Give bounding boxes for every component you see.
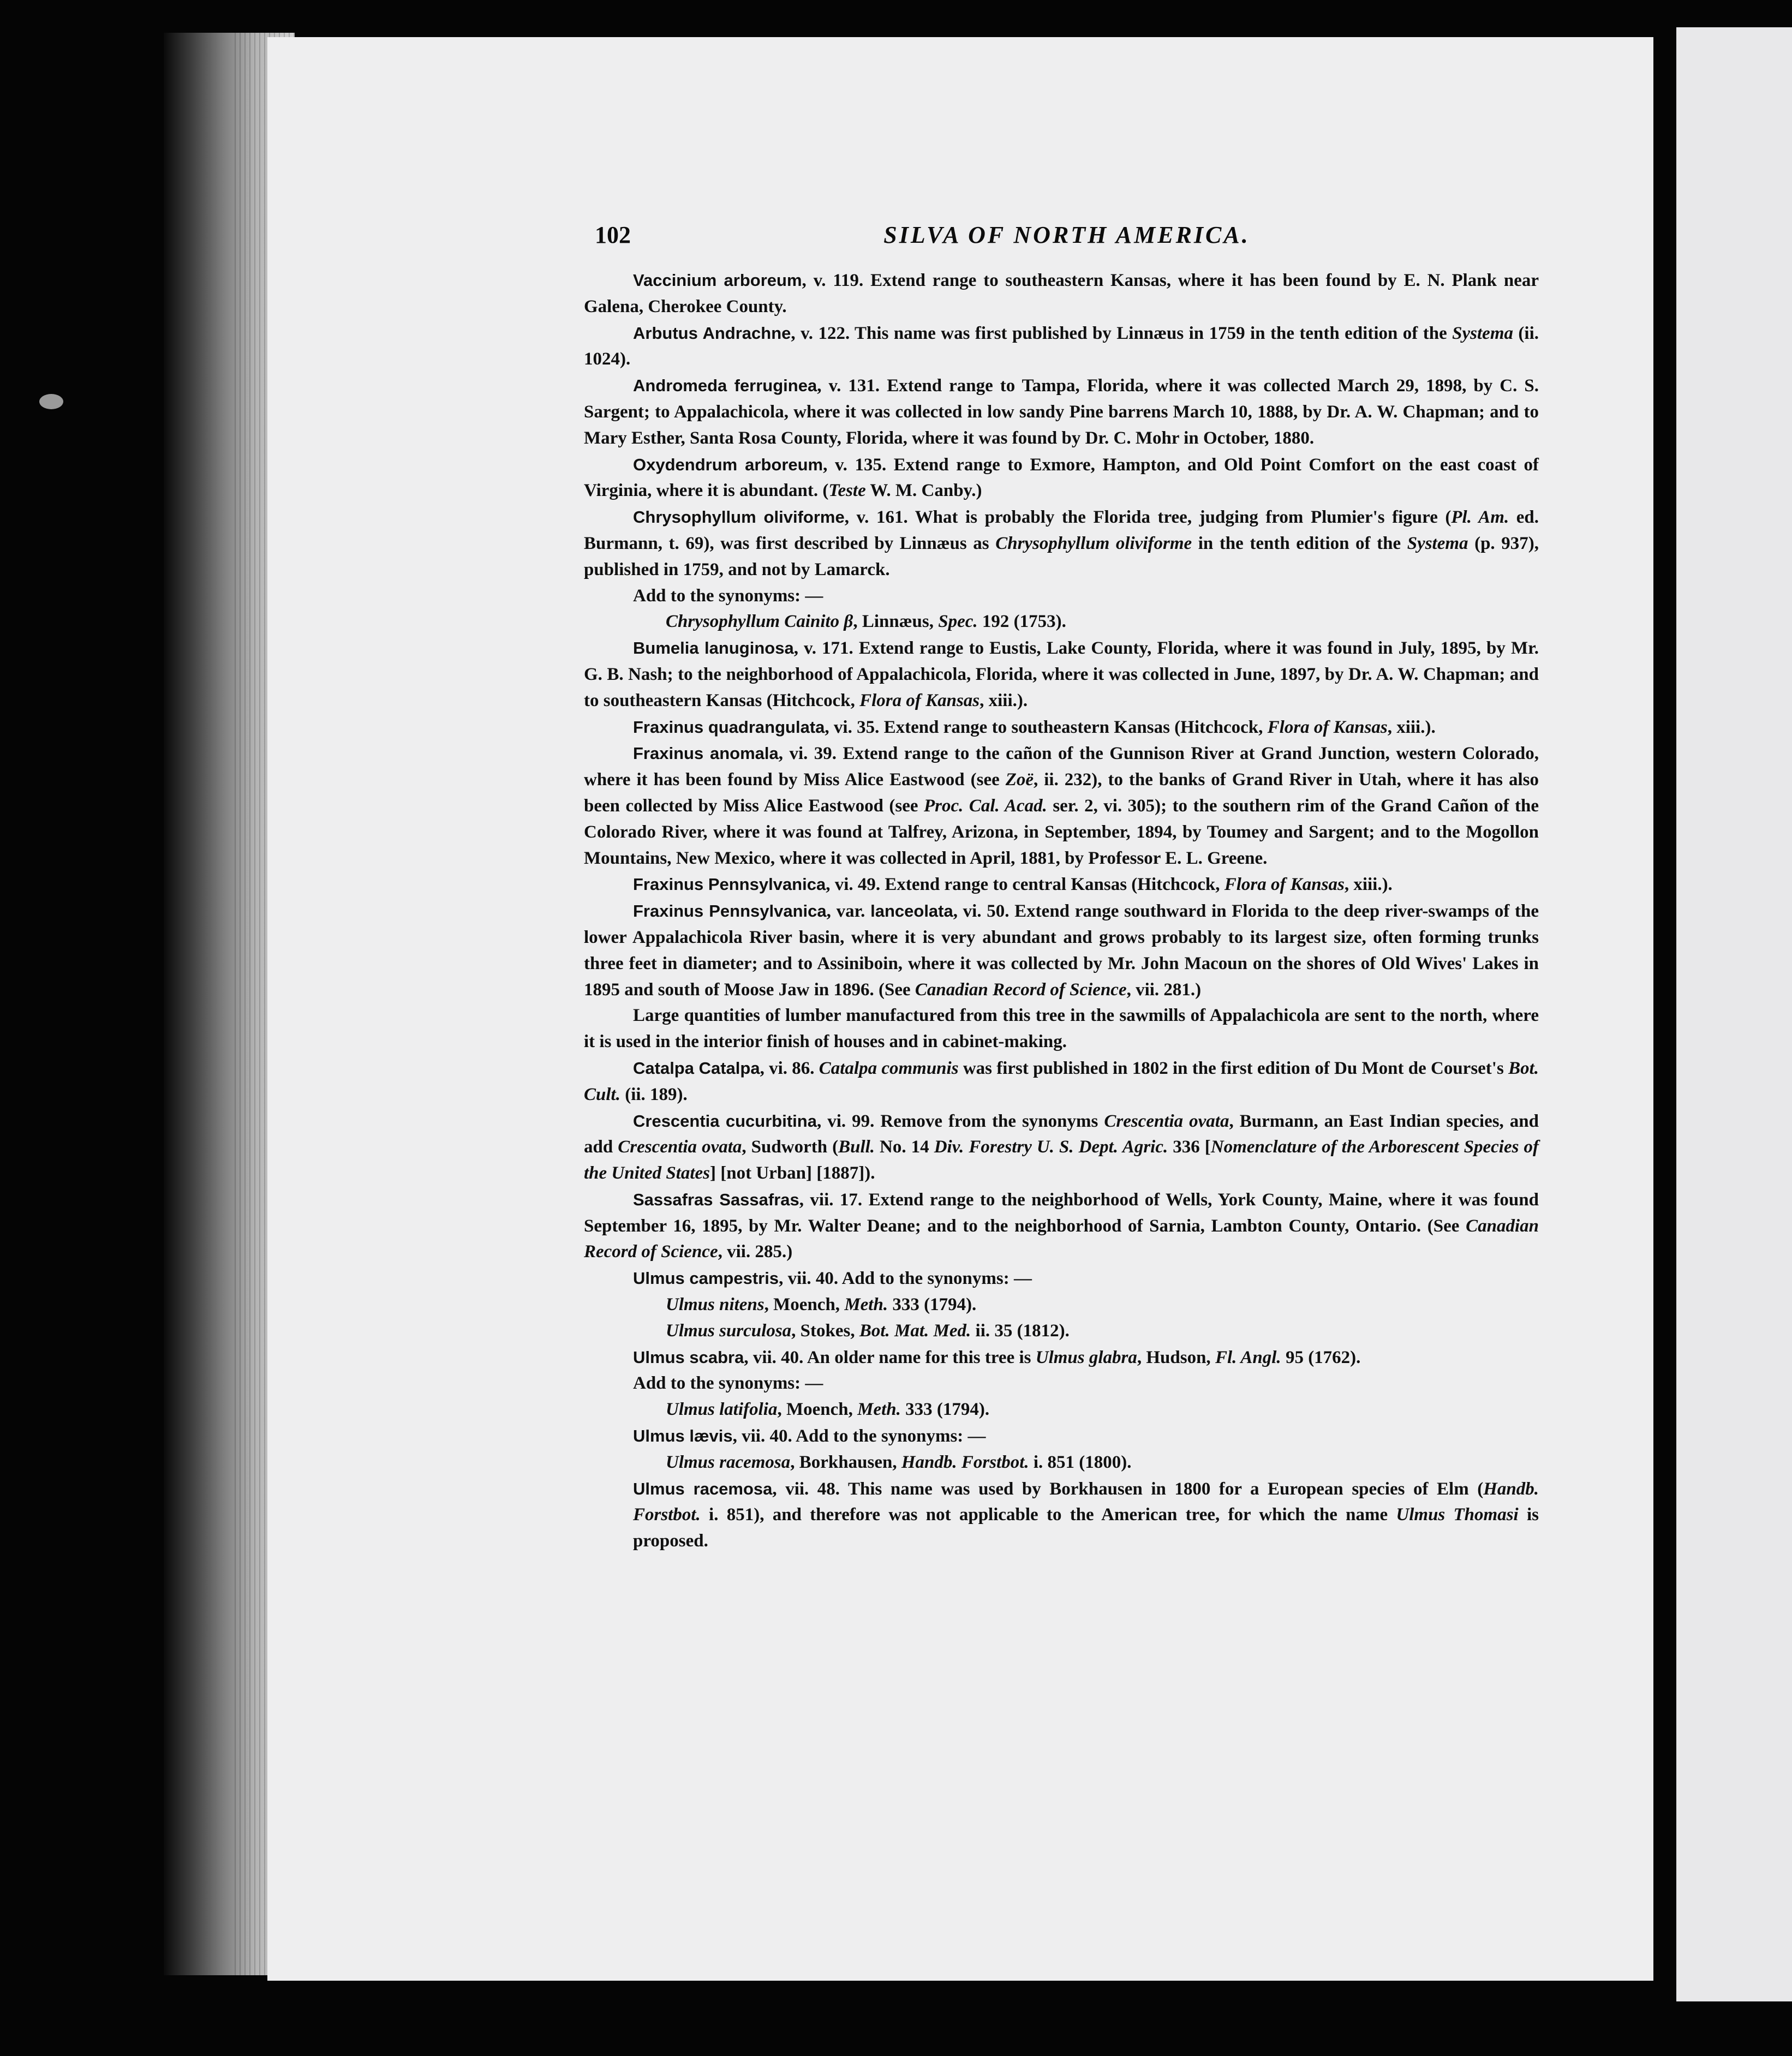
entry-text: , vii. 40. An older name for this tree is <box>744 1347 1036 1367</box>
entry-ulmus-racemosa <box>584 1476 1539 1555</box>
entry-text: , Burmann, an East Indian species, and add <box>584 1111 1539 1157</box>
entry-text: (ii. 1024). <box>584 323 1539 369</box>
entry-catalpa-catalpa <box>584 1055 1539 1108</box>
entry-citation: Canadian Record of Science <box>915 979 1127 1000</box>
entry-text: , vii. 281.) <box>1126 979 1202 1000</box>
synonym-name: Ulmus nitens <box>666 1295 764 1315</box>
entry-text: , vi. 99. Remove from the synonyms <box>816 1111 1104 1131</box>
entry-text: , v. 171. Extend range to Eustis, Lake County, Florida, where it was found in July, 1895, by Mr. G. B. Nash; to the neighborhood of Appalachicola, Florida, where it was collected in June, 1897, by Dr. A. W. Chapman; and to southeastern Kansas (Hitchcock, <box>584 638 1539 710</box>
entry-text: , vii. 17. Extend range to the neighborhood of Wells, York County, Maine, where it was found September 16, 1895, by Mr. Walter Deane; and to the neighborhood of Sarnia, Lambton County, Ontario. (See <box>584 1190 1539 1236</box>
facing-page <box>1676 27 1792 2001</box>
species-name: Fraxinus Pennsylvanica <box>633 875 826 894</box>
entry-citation: Chrysophyllum oliviforme <box>995 533 1192 553</box>
synonym-line <box>584 609 1539 635</box>
entry-sassafras-sassafras <box>584 1187 1539 1265</box>
species-name: Fraxinus anomala <box>633 744 779 763</box>
entry-citation: Nomenclature of the Arborescent Species of the United States <box>584 1137 1539 1184</box>
synonym-text: 192 (1753). <box>977 612 1066 632</box>
entry-text: , ii. 232), to the banks of Grand River in Utah, where it has also been collected by Miss Alice Eastwood (see <box>584 770 1539 816</box>
entry-vaccinium-arboreum <box>584 267 1539 320</box>
entry-citation: Div. Forestry U. S. Dept. Agric. <box>934 1137 1168 1157</box>
entry-citation: Flora of Kansas <box>859 690 980 710</box>
entry-citation: Canadian Record of Science <box>584 1216 1539 1262</box>
entry-citation: Fl. Angl. <box>1215 1347 1281 1367</box>
synonym-line <box>584 1397 1539 1423</box>
page-body <box>584 267 1539 1555</box>
entry-text: , vii. 40. Add to the synonyms: — <box>779 1269 1032 1289</box>
entry-text: was first published in 1802 in the first edition of Du Mont de Courset's <box>958 1058 1509 1078</box>
synonym-ref: Spec. <box>938 612 978 632</box>
synonym-name: Ulmus latifolia <box>666 1400 778 1420</box>
entry-text: , v. 161. What is probably the Florida tree, judging from Plumier's figure ( <box>844 507 1451 528</box>
entry-ulmus-laevis <box>584 1423 1539 1450</box>
page-header <box>595 221 1539 254</box>
entry-text: , xiii.). <box>1344 875 1393 895</box>
synonym-ref: Bot. Mat. Med. <box>859 1320 971 1341</box>
entry-text: , vi. 86. <box>760 1058 819 1078</box>
entry-text: (ii. 189). <box>620 1084 688 1104</box>
entry-text: , vi. 50. Extend range southward in Florida to the deep river-swamps of the lower Appalachicola River basin, where it is very abundant and grows probably to its largest size, often forming trunks three feet in diameter; and to Assiniboin, where it was collected by Mr. John Macoun on the shores of Old Wives' Lakes in 1895 and south of Moose Jaw in 1896. (See <box>584 901 1539 1000</box>
synonym-text: i. 851 (1800). <box>1029 1452 1132 1472</box>
entry-fraxinus-pennsylvanica <box>584 871 1539 898</box>
entry-bumelia-lanuginosa <box>584 635 1539 714</box>
entry-text: , vii. 285.) <box>718 1242 793 1262</box>
species-name: Andromeda ferruginea <box>633 376 817 396</box>
synonym-text: 333 (1794). <box>900 1400 990 1420</box>
entry-text: ed. Burmann, t. 69), was first described by Linnæus as <box>584 507 1539 553</box>
entry-text: , xiii.). <box>1387 717 1436 737</box>
synonym-text: , Linnæus, <box>853 612 939 632</box>
synonym-text: , Stokes, <box>791 1320 859 1341</box>
entry-citation: Handb. Forstbot. <box>633 1479 1539 1525</box>
entry-text: 336 [ <box>1168 1137 1211 1157</box>
synonym-text: , Borkhausen, <box>790 1452 901 1472</box>
entry-text: (p. 937), published in 1759, and not by Lamarck. <box>584 533 1539 579</box>
entry-citation: Flora of Kansas <box>1267 717 1388 737</box>
entry-oxydendrum-arboreum <box>584 452 1539 505</box>
synonym-name: Ulmus surculosa <box>666 1320 792 1341</box>
entry-text: 95 (1762). <box>1281 1347 1361 1367</box>
entry-text: , Hudson, <box>1137 1347 1215 1367</box>
species-name: Oxydendrum arboreum <box>633 455 823 474</box>
entry-text: in the tenth edition of the <box>1192 533 1407 553</box>
species-name: Fraxinus quadrangulata <box>633 717 825 737</box>
species-name: Sassafras Sassafras <box>633 1190 799 1209</box>
entry-text: , vii. 48. This name was used by Borkhausen in 1800 for a European species of Elm ( <box>772 1479 1484 1499</box>
synonym-text: , Moench, <box>777 1400 858 1420</box>
entry-text: , v. 122. This name was first published by Linnæus in 1759 in the tenth edition of the <box>791 323 1453 343</box>
entry-citation: Systema <box>1452 323 1513 343</box>
synonym-ref: Meth. <box>857 1400 901 1420</box>
variety-label: , var. <box>826 901 871 922</box>
entry-text: ser. 2, vi. 305); to the southern rim of the Grand Cañon of the Colorado River, where it was found at Talfrey, Arizona, in September, 1894, by Toumey and Sargent; and to the Mogollon Mountains, New Mexico, where it was collected in April, 1881, by Professor E. L. Greene. <box>584 796 1539 868</box>
entry-citation: Bot. Cult. <box>584 1058 1539 1104</box>
synonym-text: 333 (1794). <box>888 1295 977 1315</box>
species-name: Fraxinus Pennsylvanica <box>633 901 827 921</box>
entry-citation: Crescentia ovata <box>618 1137 742 1157</box>
entry-text: , vii. 40. Add to the synonyms: — <box>732 1426 986 1447</box>
entry-fraxinus-anomala <box>584 740 1539 871</box>
entry-citation: Bull. <box>838 1137 875 1157</box>
entry-text: , vi. 35. Extend range to southeastern Kansas (Hitchcock, <box>825 717 1268 737</box>
entry-text: , v. 135. Extend range to Exmore, Hampton, and Old Point Comfort on the east coast of Virginia, where it is abundant. ( <box>584 455 1539 501</box>
species-name: Ulmus scabra <box>633 1347 744 1367</box>
species-name: Chrysophyllum oliviforme <box>633 507 845 527</box>
entry-citation: Teste <box>828 481 866 501</box>
entry-text: , Sudworth ( <box>742 1137 839 1157</box>
entry-text: , xiii.). <box>979 690 1028 710</box>
entry-text: , vi. 49. Extend range to central Kansas (Hitchcock, <box>826 875 1224 895</box>
entry-citation: Zoë <box>1005 770 1034 790</box>
species-name: Crescentia cucurbitina <box>633 1111 817 1131</box>
entry-text: i. 851), and therefore was not applicable to the American tree, for which the name <box>700 1505 1396 1525</box>
species-name: Ulmus campestris <box>633 1269 779 1288</box>
entry-ulmus-scabra <box>584 1344 1539 1371</box>
synonym-text: , Moench, <box>764 1295 845 1315</box>
species-name: Ulmus racemosa <box>633 1479 773 1498</box>
entry-crescentia-cucurbitina <box>584 1108 1539 1187</box>
entry-citation: Crescentia ovata <box>1104 1111 1229 1131</box>
entry-citation: Systema <box>1407 533 1468 553</box>
entry-text: ] [not Urban] [1887]). <box>710 1163 875 1184</box>
scan-speck <box>39 394 63 409</box>
synonym-text: ii. 35 (1812). <box>971 1320 1070 1341</box>
synonym-ref: Meth. <box>844 1295 888 1315</box>
synonym-line <box>584 1450 1539 1476</box>
synonym-line <box>584 1292 1539 1318</box>
entry-citation: Catalpa communis <box>819 1058 959 1078</box>
entry-fraxinus-quadrangulata <box>584 714 1539 741</box>
entry-text: No. 14 <box>875 1137 934 1157</box>
species-name: Ulmus lævis <box>633 1426 733 1446</box>
species-name: Catalpa Catalpa <box>633 1058 760 1078</box>
entry-citation: Pl. Am. <box>1451 507 1509 528</box>
entry-andromeda-ferruginea <box>584 373 1539 451</box>
entry-chrysophyllum-oliviforme <box>584 504 1539 583</box>
entry-fraxinus-pennsylvanica-lanceolata <box>584 898 1539 1003</box>
synonym-line <box>584 1318 1539 1344</box>
page-number: 102 <box>595 222 631 248</box>
entry-text: W. M. Canby.) <box>865 481 982 501</box>
species-name: Bumelia lanuginosa <box>633 638 794 658</box>
synonym-ref: Handb. Forstbot. <box>901 1452 1029 1472</box>
entry-citation: Ulmus glabra <box>1035 1347 1137 1367</box>
entry-text: Large quantities of lumber manufactured from this tree in the sawmills of Appalachicola are sent to the north, where it is used in the interior finish of houses and in cabinet-making. <box>584 1006 1539 1052</box>
entry-arbutus-andrachne <box>584 320 1539 373</box>
variety-name: lanceolata <box>870 901 953 921</box>
entry-text: , v. 131. Extend range to Tampa, Florida, where it was collected March 29, 1898, by C. S. Sargent; to Appalachicola, where it was collected in low sandy Pine barrens March 10, 1888, by Dr. A. W. Chapman; and to Mary Esther, Santa Rosa County, Florida, where it was found by Dr. C. Mohr in October, 1880. <box>584 376 1539 448</box>
entry-ulmus-campestris <box>584 1265 1539 1292</box>
synonym-name: Chrysophyllum Cainito β <box>666 612 853 632</box>
entry-text: , vi. 39. Extend range to the cañon of the Gunnison River at Grand Junction, western Colorado, where it has been found by Miss Alice Eastwood (see <box>584 744 1539 790</box>
running-title: SILVA OF NORTH AMERICA. <box>883 222 1250 248</box>
entry-citation: Proc. Cal. Acad. <box>923 796 1047 816</box>
entry-text: is proposed. <box>633 1505 1539 1551</box>
species-name: Vaccinium arboreum <box>633 271 802 290</box>
entry-citation: Flora of Kansas <box>1224 875 1345 895</box>
synonym-name: Ulmus racemosa <box>666 1452 791 1472</box>
add-synonyms-line: Add to the synonyms: — <box>633 585 823 606</box>
lumber-paragraph <box>584 1003 1539 1055</box>
add-synonyms-line: Add to the synonyms: — <box>633 1373 823 1394</box>
entry-citation: Ulmus Thomasi <box>1396 1505 1519 1525</box>
entry-text: , v. 119. Extend range to southeastern Kansas, where it has been found by E. N. Plank near Galena, Cherokee County. <box>584 271 1539 316</box>
species-name: Arbutus Andrachne <box>633 323 791 343</box>
